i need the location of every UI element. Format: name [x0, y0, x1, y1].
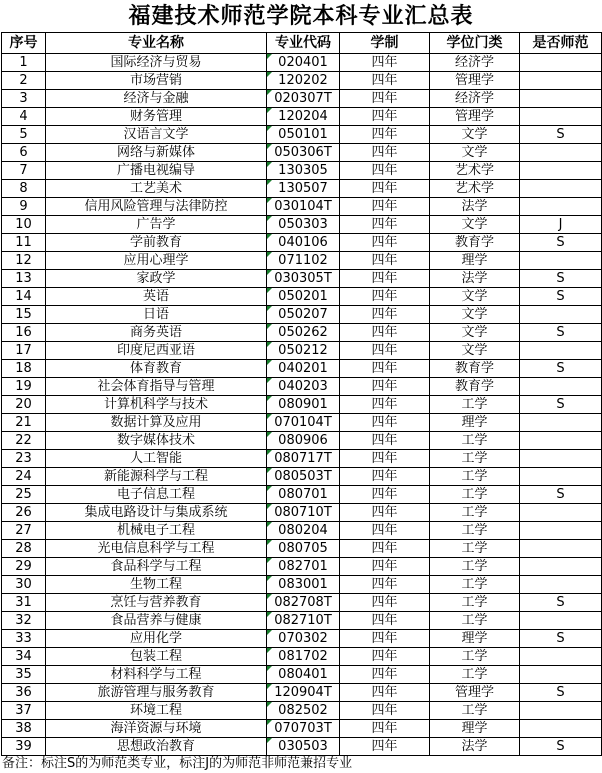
normal-flag-cell[interactable] — [520, 108, 602, 126]
duration-cell[interactable]: 四年 — [340, 198, 430, 216]
major-code-cell[interactable]: 020401 — [267, 54, 340, 72]
row-number-cell[interactable]: 3 — [2, 90, 46, 108]
major-name-cell[interactable]: 电子信息工程 — [46, 486, 267, 504]
table-row — [2, 576, 602, 594]
major-code-cell[interactable]: 082701 — [267, 558, 340, 576]
table-row — [2, 108, 602, 126]
normal-flag-cell[interactable] — [520, 558, 602, 576]
duration-cell[interactable]: 四年 — [340, 486, 430, 504]
major-code-cell[interactable]: 083001 — [267, 576, 340, 594]
table-row — [2, 630, 602, 648]
major-name-cell[interactable]: 广播电视编导 — [46, 162, 267, 180]
table-row — [2, 558, 602, 576]
table-row — [2, 90, 602, 108]
duration-cell[interactable]: 四年 — [340, 288, 430, 306]
major-code-cell[interactable]: 070302 — [267, 630, 340, 648]
table-row — [2, 720, 602, 738]
normal-flag-cell[interactable] — [520, 180, 602, 198]
major-name-cell[interactable]: 商务英语 — [46, 324, 267, 342]
normal-flag-cell[interactable] — [520, 432, 602, 450]
table-row — [2, 54, 602, 72]
header-degree[interactable]: 学位门类 — [430, 33, 520, 54]
degree-category-cell[interactable]: 工学 — [430, 648, 520, 666]
major-code-cell[interactable]: 071102 — [267, 252, 340, 270]
normal-flag-cell[interactable] — [520, 252, 602, 270]
row-number-cell[interactable]: 15 — [2, 306, 46, 324]
header-duration[interactable]: 学制 — [340, 33, 430, 54]
major-name-cell[interactable]: 市场营销 — [46, 72, 267, 90]
table-row — [2, 306, 602, 324]
normal-flag-cell[interactable]: S — [520, 594, 602, 612]
duration-cell[interactable]: 四年 — [340, 54, 430, 72]
major-name-cell[interactable]: 数字媒体技术 — [46, 432, 267, 450]
duration-cell[interactable]: 四年 — [340, 360, 430, 378]
duration-cell[interactable]: 四年 — [340, 270, 430, 288]
major-name-cell[interactable]: 食品科学与工程 — [46, 558, 267, 576]
major-name-cell[interactable]: 广告学 — [46, 216, 267, 234]
table-row — [2, 486, 602, 504]
degree-category-cell[interactable]: 工学 — [430, 396, 520, 414]
duration-cell[interactable]: 四年 — [340, 702, 430, 720]
degree-category-cell[interactable]: 文学 — [430, 144, 520, 162]
major-code-cell[interactable]: 050101 — [267, 126, 340, 144]
degree-category-cell[interactable]: 工学 — [430, 522, 520, 540]
duration-cell[interactable]: 四年 — [340, 108, 430, 126]
table-row — [2, 396, 602, 414]
row-number-cell[interactable]: 10 — [2, 216, 46, 234]
major-name-cell[interactable]: 印度尼西亚语 — [46, 342, 267, 360]
duration-cell[interactable]: 四年 — [340, 684, 430, 702]
row-number-cell[interactable]: 34 — [2, 648, 46, 666]
table-row — [2, 144, 602, 162]
major-name-cell[interactable]: 生物工程 — [46, 576, 267, 594]
table-row — [2, 342, 602, 360]
duration-cell[interactable]: 四年 — [340, 576, 430, 594]
degree-category-cell[interactable]: 工学 — [430, 594, 520, 612]
major-code-cell[interactable]: 080906 — [267, 432, 340, 450]
duration-cell[interactable]: 四年 — [340, 432, 430, 450]
major-name-cell[interactable]: 财务管理 — [46, 108, 267, 126]
major-name-cell[interactable]: 旅游管理与服务教育 — [46, 684, 267, 702]
degree-category-cell[interactable]: 工学 — [430, 702, 520, 720]
table-row — [2, 324, 602, 342]
degree-category-cell[interactable]: 理学 — [430, 630, 520, 648]
row-number-cell[interactable]: 21 — [2, 414, 46, 432]
major-code-cell[interactable]: 050201 — [267, 288, 340, 306]
degree-category-cell[interactable]: 工学 — [430, 540, 520, 558]
normal-flag-cell[interactable] — [520, 504, 602, 522]
major-code-cell[interactable]: 050303 — [267, 216, 340, 234]
row-number-cell[interactable]: 32 — [2, 612, 46, 630]
major-name-cell[interactable]: 烹饪与营养教育 — [46, 594, 267, 612]
degree-category-cell[interactable]: 理学 — [430, 252, 520, 270]
table-row — [2, 450, 602, 468]
major-name-cell[interactable]: 食品营养与健康 — [46, 612, 267, 630]
normal-flag-cell[interactable] — [520, 162, 602, 180]
row-number-cell[interactable]: 1 — [2, 54, 46, 72]
major-name-cell[interactable]: 日语 — [46, 306, 267, 324]
row-number-cell[interactable]: 18 — [2, 360, 46, 378]
degree-category-cell[interactable]: 经济学 — [430, 54, 520, 72]
table-row — [2, 738, 602, 756]
duration-cell[interactable]: 四年 — [340, 594, 430, 612]
major-name-cell[interactable]: 网络与新媒体 — [46, 144, 267, 162]
major-code-cell[interactable]: 050207 — [267, 306, 340, 324]
duration-cell[interactable]: 四年 — [340, 162, 430, 180]
major-name-cell[interactable]: 包装工程 — [46, 648, 267, 666]
degree-category-cell[interactable]: 教育学 — [430, 360, 520, 378]
degree-category-cell[interactable]: 文学 — [430, 342, 520, 360]
duration-cell[interactable]: 四年 — [340, 450, 430, 468]
row-number-cell[interactable]: 31 — [2, 594, 46, 612]
degree-category-cell[interactable]: 工学 — [430, 558, 520, 576]
duration-cell[interactable]: 四年 — [340, 234, 430, 252]
degree-category-cell[interactable]: 工学 — [430, 486, 520, 504]
table-row — [2, 414, 602, 432]
majors-table — [1, 32, 602, 756]
row-number-cell[interactable]: 5 — [2, 126, 46, 144]
major-name-cell[interactable]: 应用化学 — [46, 630, 267, 648]
row-number-cell[interactable]: 11 — [2, 234, 46, 252]
table-row — [2, 612, 602, 630]
major-name-cell[interactable]: 计算机科学与技术 — [46, 396, 267, 414]
table-row — [2, 162, 602, 180]
row-number-cell[interactable]: 24 — [2, 468, 46, 486]
degree-category-cell[interactable]: 艺术学 — [430, 162, 520, 180]
major-code-cell[interactable]: 130507 — [267, 180, 340, 198]
major-name-cell[interactable]: 应用心理学 — [46, 252, 267, 270]
major-code-cell[interactable]: 080701 — [267, 486, 340, 504]
major-code-cell[interactable]: 080710T — [267, 504, 340, 522]
row-number-cell[interactable]: 39 — [2, 738, 46, 756]
row-number-cell[interactable]: 28 — [2, 540, 46, 558]
normal-flag-cell[interactable] — [520, 540, 602, 558]
degree-category-cell[interactable]: 文学 — [430, 306, 520, 324]
duration-cell[interactable]: 四年 — [340, 180, 430, 198]
major-code-cell[interactable]: 120904T — [267, 684, 340, 702]
major-code-cell[interactable]: 130305 — [267, 162, 340, 180]
row-number-cell[interactable]: 20 — [2, 396, 46, 414]
duration-cell[interactable]: 四年 — [340, 630, 430, 648]
normal-flag-cell[interactable] — [520, 648, 602, 666]
header-row — [2, 33, 602, 54]
duration-cell[interactable]: 四年 — [340, 522, 430, 540]
major-name-cell[interactable]: 社会体育指导与管理 — [46, 378, 267, 396]
degree-category-cell[interactable]: 管理学 — [430, 684, 520, 702]
table-row — [2, 540, 602, 558]
normal-flag-cell[interactable] — [520, 90, 602, 108]
duration-cell[interactable]: 四年 — [340, 90, 430, 108]
table-row — [2, 468, 602, 486]
table-row — [2, 378, 602, 396]
row-number-cell[interactable]: 22 — [2, 432, 46, 450]
normal-flag-cell[interactable] — [520, 306, 602, 324]
major-name-cell[interactable]: 海洋资源与环境 — [46, 720, 267, 738]
normal-flag-cell[interactable] — [520, 414, 602, 432]
row-number-cell[interactable]: 8 — [2, 180, 46, 198]
duration-cell[interactable]: 四年 — [340, 342, 430, 360]
duration-cell[interactable]: 四年 — [340, 558, 430, 576]
row-number-cell[interactable]: 27 — [2, 522, 46, 540]
normal-flag-cell[interactable] — [520, 450, 602, 468]
degree-category-cell[interactable]: 工学 — [430, 432, 520, 450]
row-number-cell[interactable]: 9 — [2, 198, 46, 216]
row-number-cell[interactable]: 17 — [2, 342, 46, 360]
table-row — [2, 360, 602, 378]
degree-category-cell[interactable]: 工学 — [430, 468, 520, 486]
row-number-cell[interactable]: 29 — [2, 558, 46, 576]
major-code-cell[interactable]: 050262 — [267, 324, 340, 342]
table-row — [2, 504, 602, 522]
normal-flag-cell[interactable] — [520, 378, 602, 396]
row-number-cell[interactable]: 7 — [2, 162, 46, 180]
duration-cell[interactable]: 四年 — [340, 324, 430, 342]
normal-flag-cell[interactable]: S — [520, 126, 602, 144]
duration-cell[interactable]: 四年 — [340, 306, 430, 324]
major-code-cell[interactable]: 040203 — [267, 378, 340, 396]
degree-category-cell[interactable]: 理学 — [430, 414, 520, 432]
table-row — [2, 684, 602, 702]
major-code-cell[interactable]: 080717T — [267, 450, 340, 468]
duration-cell[interactable]: 四年 — [340, 396, 430, 414]
row-number-cell[interactable]: 16 — [2, 324, 46, 342]
duration-cell[interactable]: 四年 — [340, 378, 430, 396]
row-number-cell[interactable]: 4 — [2, 108, 46, 126]
row-number-cell[interactable]: 26 — [2, 504, 46, 522]
duration-cell[interactable]: 四年 — [340, 648, 430, 666]
duration-cell[interactable]: 四年 — [340, 540, 430, 558]
normal-flag-cell[interactable]: S — [520, 738, 602, 756]
table-row — [2, 198, 602, 216]
major-code-cell[interactable]: 082710T — [267, 612, 340, 630]
duration-cell[interactable]: 四年 — [340, 72, 430, 90]
major-name-cell[interactable]: 经济与金融 — [46, 90, 267, 108]
table-row — [2, 72, 602, 90]
major-code-cell[interactable]: 040106 — [267, 234, 340, 252]
major-code-cell[interactable]: 070703T — [267, 720, 340, 738]
major-name-cell[interactable]: 集成电路设计与集成系统 — [46, 504, 267, 522]
major-code-cell[interactable]: 070104T — [267, 414, 340, 432]
major-code-cell[interactable]: 080705 — [267, 540, 340, 558]
degree-category-cell[interactable]: 管理学 — [430, 72, 520, 90]
degree-category-cell[interactable]: 文学 — [430, 324, 520, 342]
table-row — [2, 648, 602, 666]
major-name-cell[interactable]: 机械电子工程 — [46, 522, 267, 540]
normal-flag-cell[interactable]: J — [520, 216, 602, 234]
major-name-cell[interactable]: 体育教育 — [46, 360, 267, 378]
duration-cell[interactable]: 四年 — [340, 720, 430, 738]
degree-category-cell[interactable]: 法学 — [430, 738, 520, 756]
normal-flag-cell[interactable] — [520, 720, 602, 738]
header-no[interactable]: 序号 — [2, 33, 46, 54]
normal-flag-cell[interactable] — [520, 522, 602, 540]
table-row — [2, 594, 602, 612]
table-row — [2, 432, 602, 450]
header-normal-flag[interactable]: 是否师范 — [520, 33, 602, 54]
footnote: 备注：标注S的为师范类专业，标注J的为师范非师范兼招专业 — [2, 756, 353, 771]
row-number-cell[interactable]: 23 — [2, 450, 46, 468]
normal-flag-cell[interactable] — [520, 666, 602, 684]
normal-flag-cell[interactable] — [520, 468, 602, 486]
major-code-cell[interactable]: 020307T — [267, 90, 340, 108]
duration-cell[interactable]: 四年 — [340, 666, 430, 684]
duration-cell[interactable]: 四年 — [340, 126, 430, 144]
table-row — [2, 126, 602, 144]
table-row — [2, 180, 602, 198]
major-code-cell[interactable]: 081702 — [267, 648, 340, 666]
major-code-cell[interactable]: 080901 — [267, 396, 340, 414]
row-number-cell[interactable]: 13 — [2, 270, 46, 288]
degree-category-cell[interactable]: 文学 — [430, 216, 520, 234]
major-code-cell[interactable]: 120204 — [267, 108, 340, 126]
normal-flag-cell[interactable]: S — [520, 396, 602, 414]
duration-cell[interactable]: 四年 — [340, 144, 430, 162]
normal-flag-cell[interactable] — [520, 54, 602, 72]
degree-category-cell[interactable]: 工学 — [430, 612, 520, 630]
major-code-cell[interactable]: 050306T — [267, 144, 340, 162]
major-code-cell[interactable]: 082502 — [267, 702, 340, 720]
duration-cell[interactable]: 四年 — [340, 468, 430, 486]
degree-category-cell[interactable]: 法学 — [430, 198, 520, 216]
major-code-cell[interactable]: 080503T — [267, 468, 340, 486]
major-name-cell[interactable]: 信用风险管理与法律防控 — [46, 198, 267, 216]
duration-cell[interactable]: 四年 — [340, 738, 430, 756]
degree-category-cell[interactable]: 工学 — [430, 504, 520, 522]
table-row — [2, 288, 602, 306]
normal-flag-cell[interactable] — [520, 144, 602, 162]
row-number-cell[interactable]: 35 — [2, 666, 46, 684]
degree-category-cell[interactable]: 法学 — [430, 270, 520, 288]
table-row — [2, 216, 602, 234]
major-code-cell[interactable]: 030503 — [267, 738, 340, 756]
major-code-cell[interactable]: 050212 — [267, 342, 340, 360]
degree-category-cell[interactable]: 工学 — [430, 576, 520, 594]
duration-cell[interactable]: 四年 — [340, 504, 430, 522]
major-name-cell[interactable]: 学前教育 — [46, 234, 267, 252]
major-code-cell[interactable]: 040201 — [267, 360, 340, 378]
row-number-cell[interactable]: 38 — [2, 720, 46, 738]
degree-category-cell[interactable]: 经济学 — [430, 90, 520, 108]
major-name-cell[interactable]: 思想政治教育 — [46, 738, 267, 756]
normal-flag-cell[interactable]: S — [520, 234, 602, 252]
degree-category-cell[interactable]: 教育学 — [430, 378, 520, 396]
normal-flag-cell[interactable] — [520, 702, 602, 720]
major-code-cell[interactable]: 030305T — [267, 270, 340, 288]
normal-flag-cell[interactable] — [520, 72, 602, 90]
normal-flag-cell[interactable]: S — [520, 630, 602, 648]
row-number-cell[interactable]: 14 — [2, 288, 46, 306]
degree-category-cell[interactable]: 工学 — [430, 666, 520, 684]
normal-flag-cell[interactable]: S — [520, 486, 602, 504]
degree-category-cell[interactable]: 文学 — [430, 288, 520, 306]
degree-category-cell[interactable]: 艺术学 — [430, 180, 520, 198]
duration-cell[interactable]: 四年 — [340, 216, 430, 234]
major-name-cell[interactable]: 材料科学与工程 — [46, 666, 267, 684]
header-code[interactable]: 专业代码 — [267, 33, 340, 54]
degree-category-cell[interactable]: 管理学 — [430, 108, 520, 126]
normal-flag-cell[interactable]: S — [520, 324, 602, 342]
major-name-cell[interactable]: 新能源科学与工程 — [46, 468, 267, 486]
table-row — [2, 666, 602, 684]
degree-category-cell[interactable]: 文学 — [430, 126, 520, 144]
normal-flag-cell[interactable] — [520, 342, 602, 360]
major-name-cell[interactable]: 人工智能 — [46, 450, 267, 468]
row-number-cell[interactable]: 37 — [2, 702, 46, 720]
major-name-cell[interactable]: 环境工程 — [46, 702, 267, 720]
degree-category-cell[interactable]: 理学 — [430, 720, 520, 738]
duration-cell[interactable]: 四年 — [340, 612, 430, 630]
normal-flag-cell[interactable] — [520, 198, 602, 216]
normal-flag-cell[interactable] — [520, 612, 602, 630]
major-name-cell[interactable]: 英语 — [46, 288, 267, 306]
normal-flag-cell[interactable]: S — [520, 288, 602, 306]
normal-flag-cell[interactable] — [520, 576, 602, 594]
major-code-cell[interactable]: 120202 — [267, 72, 340, 90]
major-name-cell[interactable]: 光电信息科学与工程 — [46, 540, 267, 558]
major-code-cell[interactable]: 080204 — [267, 522, 340, 540]
major-name-cell[interactable]: 工艺美术 — [46, 180, 267, 198]
major-name-cell[interactable]: 国际经济与贸易 — [46, 54, 267, 72]
table-row — [2, 270, 602, 288]
table-row — [2, 522, 602, 540]
normal-flag-cell[interactable]: S — [520, 270, 602, 288]
sheet-title: 福建技术师范学院本科专业汇总表 — [128, 3, 474, 29]
row-number-cell[interactable]: 33 — [2, 630, 46, 648]
duration-cell[interactable]: 四年 — [340, 414, 430, 432]
major-code-cell[interactable]: 082708T — [267, 594, 340, 612]
table-row — [2, 234, 602, 252]
row-number-cell[interactable]: 25 — [2, 486, 46, 504]
header-name[interactable]: 专业名称 — [46, 33, 267, 54]
major-code-cell[interactable]: 030104T — [267, 198, 340, 216]
normal-flag-cell[interactable]: S — [520, 684, 602, 702]
table-row — [2, 702, 602, 720]
row-number-cell[interactable]: 19 — [2, 378, 46, 396]
degree-category-cell[interactable]: 工学 — [430, 450, 520, 468]
major-code-cell[interactable]: 080401 — [267, 666, 340, 684]
row-number-cell[interactable]: 2 — [2, 72, 46, 90]
row-number-cell[interactable]: 30 — [2, 576, 46, 594]
row-number-cell[interactable]: 6 — [2, 144, 46, 162]
normal-flag-cell[interactable]: S — [520, 360, 602, 378]
row-number-cell[interactable]: 36 — [2, 684, 46, 702]
degree-category-cell[interactable]: 教育学 — [430, 234, 520, 252]
table-row — [2, 252, 602, 270]
major-name-cell[interactable]: 汉语言文学 — [46, 126, 267, 144]
row-number-cell[interactable]: 12 — [2, 252, 46, 270]
duration-cell[interactable]: 四年 — [340, 252, 430, 270]
major-name-cell[interactable]: 家政学 — [46, 270, 267, 288]
major-name-cell[interactable]: 数据计算及应用 — [46, 414, 267, 432]
